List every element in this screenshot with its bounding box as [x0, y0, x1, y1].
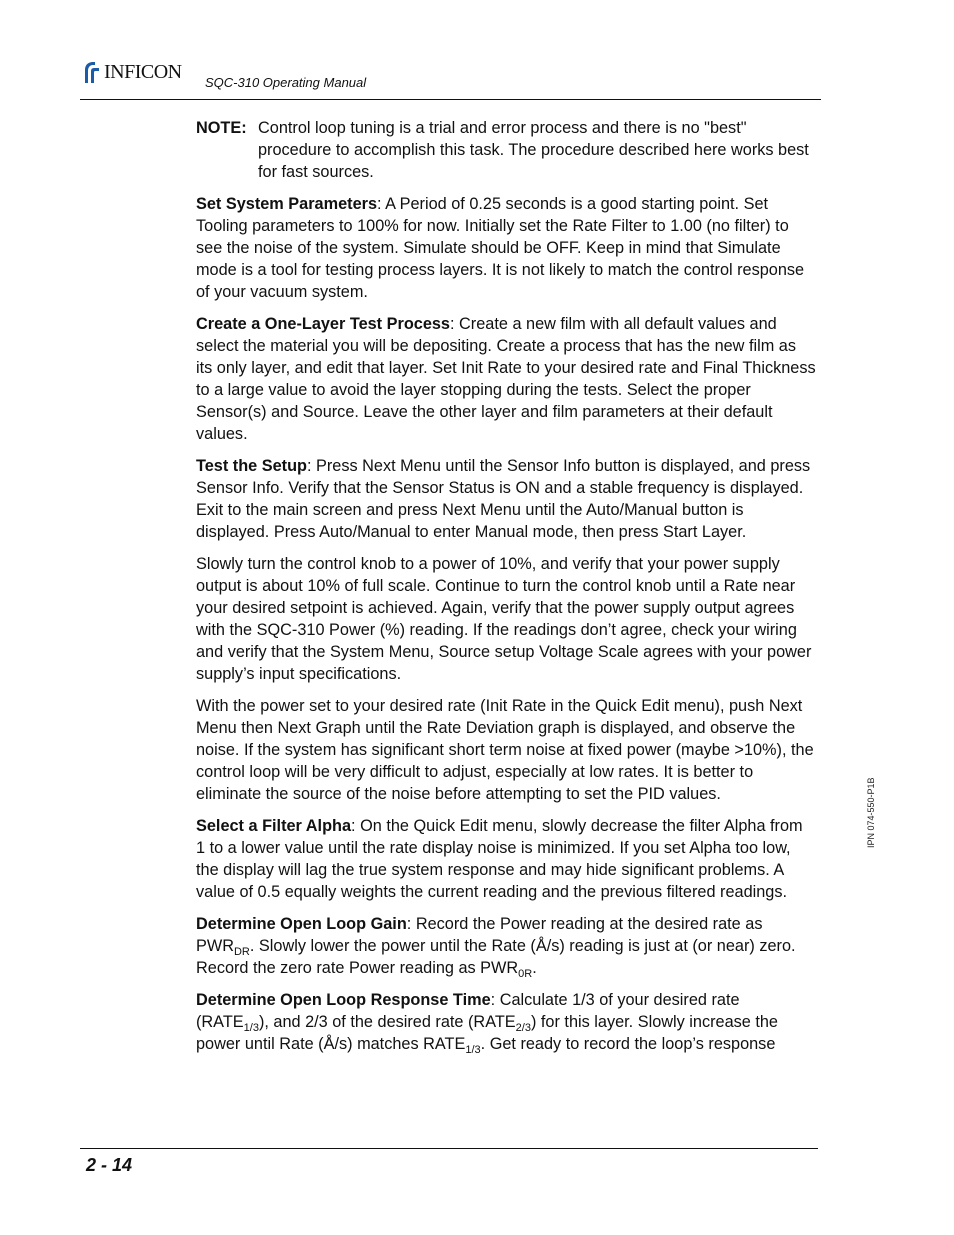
footer-divider — [80, 1148, 818, 1149]
text-test-setup: : Press Next Menu until the Sensor Info button is displayed, and press Sensor Info. Verify that the Sensor Status is ON and a stable frequency is displayed. Exit to the main screen and press Next Menu until the Auto/Manual button is displayed. Press Auto/Manual to enter Manual mode, then press Start Layer. — [196, 457, 811, 541]
note-text: Control loop tuning is a trial and error process and there is no "best" procedure to accomplish this task. The procedure described here works best for fast sources. — [258, 119, 809, 181]
heading-open-loop-response: Determine Open Loop Response Time — [196, 991, 491, 1009]
paragraph-open-loop-gain — [196, 913, 816, 979]
subscript: DR — [233, 946, 250, 958]
logo-text: INFICON — [104, 61, 182, 83]
inficon-logo-icon — [82, 60, 102, 84]
text-segment: : Record the Power reading at the desired rate as PWR — [196, 915, 763, 955]
text-set-system-parameters: : A Period of 0.25 seconds is a good starting point. Set Tooling parameters to 100% for now. Initially set the Rate Filter to 1.00 (no filter) to see the noise of the system. Simulate should be OFF. Keep in mind that Simulate mode is a tool for testing process layers. It is not likely to match the control response of your vacuum system. — [196, 195, 805, 301]
heading-create-test-process: Create a One-Layer Test Process — [196, 315, 450, 333]
paragraph-set-system-parameters — [196, 193, 816, 303]
paragraph-filter-alpha — [196, 815, 816, 903]
paragraph-slowly-turn — [196, 553, 816, 685]
text-slowly-turn: Slowly turn the control knob to a power of 10%, and verify that your power supply output is about 10% of full scale. Continue to turn the control knob until a Rate near your desired setpoint is achieved. Again, verify that the power supply output agrees with the SQC-310 Power (%) reading. If the readings don’t agree, check your wiring and verify that the System Menu, Source setup Voltage Scale agrees with your power supply’s input specifications. — [196, 555, 812, 683]
text-segment: . Slowly lower the power until the Rate (Å/s) reading is just at (or near) zero. Record the zero rate Power reading as PWR — [196, 937, 796, 977]
heading-set-system-parameters: Set System Parameters — [196, 195, 378, 213]
paragraph-with-power — [196, 695, 816, 805]
text-segment: : Calculate 1/3 of your desired rate (RATE — [196, 991, 740, 1031]
text-create-test-process: : Create a new film with all default values and select the material you will be depositing. Create a process that has the new film as its only layer, and edit that layer. Set Init Rate to your desired rate and Final Thickness to a large value to avoid the layer stopping during the tests. Select the proper Sensor(s) and Source. Leave the other layer and film parameters at their default values. — [196, 315, 816, 443]
paragraph-open-loop-response — [196, 989, 816, 1055]
paragraph-create-test-process — [196, 313, 816, 445]
ipn-label: IPN 074-550-P1B — [866, 777, 876, 848]
manual-title: SQC-310 Operating Manual — [205, 75, 367, 90]
paragraph-test-setup — [196, 455, 816, 543]
page-number: 2 - 14 — [86, 1155, 133, 1175]
subscript: 1/3 — [243, 1022, 259, 1034]
subscript: 0R — [518, 968, 533, 980]
page-body — [196, 117, 816, 1065]
subscript: 1/3 — [465, 1044, 481, 1056]
text-segment: . Get ready to record the loop’s response — [480, 1035, 776, 1053]
text-segment: . — [532, 959, 537, 977]
text-filter-alpha: : On the Quick Edit menu, slowly decrease the filter Alpha from 1 to a lower value until the rate display noise is minimized. If you set Alpha too low, the display will lag the true system response and may hide significant problems. A value of 0.5 equally weights the current reading and the previous filtered readings. — [196, 817, 803, 901]
note-label: NOTE: — [196, 119, 247, 137]
subscript: 2/3 — [515, 1022, 531, 1034]
header-divider — [80, 99, 821, 100]
inficon-logo — [82, 59, 182, 85]
note-block — [196, 117, 816, 183]
text-segment: ), and 2/3 of the desired rate (RATE — [258, 1013, 516, 1031]
heading-open-loop-gain: Determine Open Loop Gain — [196, 915, 407, 933]
heading-filter-alpha: Select a Filter Alpha — [196, 817, 352, 835]
text-segment: ) for this layer. Slowly increase the power until Rate (Å/s) matches RATE — [196, 1013, 778, 1053]
heading-test-setup: Test the Setup — [196, 457, 307, 475]
text-with-power: With the power set to your desired rate (Init Rate in the Quick Edit menu), push Next Menu then Next Graph until the Rate Deviation graph is displayed, and observe the noise. If the system has significant short term noise at fixed power (maybe >10%), the control loop will be very difficult to adjust, especially at low rates. It is better to eliminate the source of the noise before attempting to set the PID values. — [196, 697, 814, 803]
